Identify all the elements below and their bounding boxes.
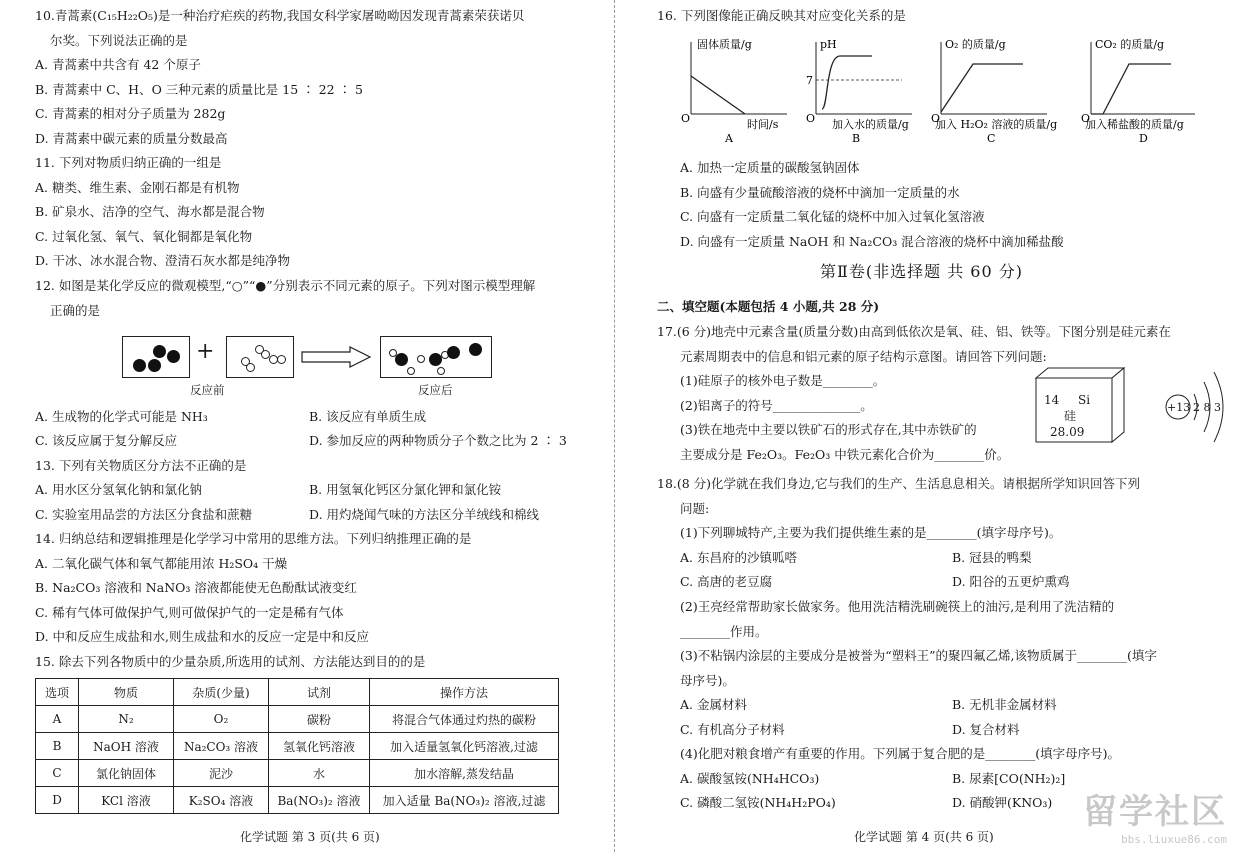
q14-option-c: C. 稀有气体可做保护气,则可做保护气的一定是稀有气体 xyxy=(35,605,344,620)
graph-b-origin: O xyxy=(806,112,816,125)
q18-3-option-a: A. 金属材料 xyxy=(680,697,747,712)
q13-option-c: C. 实验室用品尝的方法区分食盐和蔗糖 xyxy=(35,507,253,522)
graph-a-origin: O xyxy=(681,112,691,125)
q15-options-table xyxy=(35,678,559,814)
q11-option-c: C. 过氧化氢、氧气、氧化铜都是氧化物 xyxy=(35,229,253,244)
graph-c-xlabel: 加入 H₂O₂ 溶液的质量/g xyxy=(935,118,1058,131)
table-cell: B xyxy=(36,733,79,760)
table-header: 选项 xyxy=(36,679,79,706)
q11-option-d: D. 干冰、冰水混合物、澄清石灰水都是纯净物 xyxy=(35,253,291,268)
q17-line-1: 17.(6 分)地壳中元素含量(质量分数)由高到低依次是氧、硅、铝、铁等。下图分别是硅元素在 xyxy=(657,324,1171,339)
table-cell: O₂ xyxy=(174,706,269,733)
q18-4-option-c: C. 磷酸二氢铵(NH₄H₂PO₄) xyxy=(680,795,836,810)
product-box xyxy=(380,336,492,378)
graph-c-letter: C xyxy=(987,132,996,145)
graph-c-origin: O xyxy=(931,112,941,125)
table-cell: K₂SO₄ 溶液 xyxy=(174,787,269,814)
table-cell: Na₂CO₃ 溶液 xyxy=(174,733,269,760)
q15-stem: 15. 除去下列各物质中的少量杂质,所选用的试剂、方法能达到目的的是 xyxy=(35,654,426,669)
plus-sign: + xyxy=(196,339,215,364)
q12-option-b: B. 该反应有单质生成 xyxy=(309,409,427,424)
q10-option-b: B. 青蒿素中 C、H、O 三种元素的质量比是 15 ∶ 22 ∶ 5 xyxy=(35,82,363,97)
q16-option-c: C. 向盛有一定质量二氧化锰的烧杯中加入过氧化氢溶液 xyxy=(680,209,985,224)
page-footer-right: 化学试题 第 4 页(共 6 页) xyxy=(854,830,994,844)
reactant-box-2 xyxy=(226,336,294,378)
table-cell: 水 xyxy=(269,760,370,787)
q14-stem: 14. 归纳总结和逻辑推理是化学学习中常用的思维方法。下列归纳推理正确的是 xyxy=(35,531,472,546)
q10-option-a: A. 青蒿素中共含有 42 个原子 xyxy=(35,57,201,72)
table-row xyxy=(36,706,559,733)
table-cell: 将混合气体通过灼热的碳粉 xyxy=(370,706,559,733)
watermark-url: bbs.liuxue86.com xyxy=(1121,833,1227,846)
q18-1-option-b: B. 冠县的鸭梨 xyxy=(952,550,1032,565)
graph-a-ylabel: 固体质量/g xyxy=(697,38,752,51)
graph-b xyxy=(806,38,912,145)
q17-sub-3-cont: 主要成分是 Fe₂O₃。Fe₂O₃ 中铁元素化合价为________价。 xyxy=(680,447,1010,462)
graph-b-xlabel: 加入水的质量/g xyxy=(832,118,909,131)
q12-option-c: C. 该反应属于复分解反应 xyxy=(35,433,178,448)
table-row xyxy=(36,733,559,760)
table-header: 操作方法 xyxy=(370,679,559,706)
q18-3-option-b: B. 无机非金属材料 xyxy=(952,697,1057,712)
table-cell: 泥沙 xyxy=(174,760,269,787)
table-header: 杂质(少量) xyxy=(174,679,269,706)
graph-d-xlabel: 加入稀盐酸的质量/g xyxy=(1085,118,1184,131)
graph-d-origin: O xyxy=(1081,112,1091,125)
q11-option-b: B. 矿泉水、洁净的空气、海水都是混合物 xyxy=(35,204,265,219)
section-title: 第Ⅱ卷(非选择题 共 60 分) xyxy=(820,262,1023,281)
q10-option-d: D. 青蒿素中碳元素的质量分数最高 xyxy=(35,131,228,146)
table-cell: 加水溶解,蒸发结晶 xyxy=(370,760,559,787)
q18-3-option-d: D. 复合材料 xyxy=(952,722,1020,737)
graph-d xyxy=(1081,37,1195,145)
q11-option-a: A. 糖类、维生素、金刚石都是有机物 xyxy=(35,180,240,195)
reactant-box-1 xyxy=(122,336,190,378)
q13-option-a: A. 用水区分氢氧化钠和氯化钠 xyxy=(35,482,202,497)
q17-sub-3: (3)铁在地壳中主要以铁矿石的形式存在,其中赤铁矿的 xyxy=(680,422,977,437)
table-cell: C xyxy=(36,760,79,787)
q18-sub-4: (4)化肥对粮食增产有重要的作用。下列属于复合肥的是________(填字母序号)。 xyxy=(680,746,1120,761)
site-watermark xyxy=(1083,784,1227,846)
q12-line-1: 12. 如图是某化学反应的微观模型,“○”“●”分别表示不同元素的原子。下列对图示模型理解 xyxy=(35,278,536,293)
graph-c xyxy=(931,37,1057,145)
q18-1-option-a: A. 东昌府的沙镇呱嗒 xyxy=(680,550,797,565)
graph-b-letter: B xyxy=(852,132,861,145)
label-after: 反应后 xyxy=(418,383,453,397)
q18-4-option-a: A. 碳酸氢铵(NH₄HCO₃) xyxy=(680,771,820,786)
q18-sub-1: (1)下列聊城特产,主要为我们提供维生素的是________(填字母序号)。 xyxy=(680,525,1062,540)
q11-stem: 11. 下列对物质归纳正确的一组是 xyxy=(35,155,222,170)
q17-sub-1: (1)硅原子的核外电子数是________。 xyxy=(680,373,886,388)
table-cell: Ba(NO₃)₂ 溶液 xyxy=(269,787,370,814)
watermark-logo-text: 留学社区 xyxy=(1083,792,1227,832)
q12-option-d: D. 参加反应的两种物质分子个数之比为 2 ∶ 3 xyxy=(309,433,567,448)
q18-sub-2: (2)王亮经常帮助家长做家务。他用洗洁精洗刷碗筷上的油污,是利用了洗洁精的 xyxy=(680,599,1115,614)
element-symbol: Si xyxy=(1078,393,1091,407)
q17-sub-2: (2)铝离子的符号______________。 xyxy=(680,398,873,413)
graph-a-letter: A xyxy=(725,132,733,145)
graph-a-xlabel: 时间/s xyxy=(747,118,779,131)
label-before: 反应前 xyxy=(190,383,225,397)
table-cell: NaOH 溶液 xyxy=(79,733,174,760)
q18-sub-2-cont: ________作用。 xyxy=(680,624,768,639)
q18-4-option-b: B. 尿素[CO(NH₂)₂] xyxy=(952,771,1066,786)
atom-nucleus: +13 xyxy=(1167,401,1191,414)
table-cell: 加入适量氢氧化钙溶液,过滤 xyxy=(370,733,559,760)
part-heading: 二、填空题(本题包括 4 小题,共 28 分) xyxy=(657,299,880,314)
q12-line-2: 正确的是 xyxy=(50,303,101,318)
q13-option-d: D. 用灼烧闻气味的方法区分羊绒线和棉线 xyxy=(309,507,540,522)
q16-option-d: D. 向盛有一定质量 NaOH 和 Na₂CO₃ 混合溶液的烧杯中滴加稀盐酸 xyxy=(680,234,1064,249)
page-footer-left: 化学试题 第 3 页(共 6 页) xyxy=(240,830,380,844)
q14-option-a: A. 二氧化碳气体和氧气都能用浓 H₂SO₄ 干燥 xyxy=(35,556,288,571)
element-mass: 28.09 xyxy=(1050,425,1085,439)
q10-option-c: C. 青蒿素的相对分子质量为 282g xyxy=(35,106,226,121)
page-divider xyxy=(614,0,615,852)
q16-option-b: B. 向盛有少量硫酸溶液的烧杯中滴加一定质量的水 xyxy=(680,185,960,200)
graph-a xyxy=(681,37,787,145)
q18-line-2: 问题: xyxy=(680,501,710,516)
q18-sub-3-cont: 母序号)。 xyxy=(680,673,735,688)
q17-line-2: 元素周期表中的信息和铝元素的原子结构示意图。请回答下列问题: xyxy=(680,349,1047,364)
q16-option-a: A. 加热一定质量的碳酸氢钠固体 xyxy=(680,160,860,175)
table-cell: N₂ xyxy=(79,706,174,733)
q18-1-option-c: C. 高唐的老豆腐 xyxy=(680,574,773,589)
q13-stem: 13. 下列有关物质区分方法不正确的是 xyxy=(35,458,247,473)
table-header: 试剂 xyxy=(269,679,370,706)
q18-4-option-d: D. 硝酸钾(KNO₃) xyxy=(952,795,1053,810)
q12-option-a: A. 生成物的化学式可能是 NH₃ xyxy=(35,409,208,424)
table-header: 物质 xyxy=(79,679,174,706)
q13-option-b: B. 用氢氧化钙区分氯化钾和氯化铵 xyxy=(309,482,502,497)
graph-c-ylabel: O₂ 的质量/g xyxy=(945,38,1006,51)
q14-option-b: B. Na₂CO₃ 溶液和 NaNO₃ 溶液都能使无色酚酞试液变红 xyxy=(35,580,357,595)
q16-graphs xyxy=(677,34,1235,149)
table-cell: 碳粉 xyxy=(269,706,370,733)
table-header-row xyxy=(36,679,559,706)
graph-d-ylabel: CO₂ 的质量/g xyxy=(1095,38,1165,51)
table-cell: D xyxy=(36,787,79,814)
element-number: 14 xyxy=(1044,393,1060,407)
graph-b-mark: 7 xyxy=(806,74,813,87)
table-row xyxy=(36,787,559,814)
q18-1-option-d: D. 阳谷的五更炉熏鸡 xyxy=(952,574,1070,589)
graph-b-ylabel: pH xyxy=(820,38,837,51)
table-cell: 加入适量 Ba(NO₃)₂ 溶液,过滤 xyxy=(370,787,559,814)
q18-3-option-c: C. 有机高分子材料 xyxy=(680,722,785,737)
table-cell: 氯化钠固体 xyxy=(79,760,174,787)
table-cell: A xyxy=(36,706,79,733)
reaction-arrow xyxy=(300,346,372,368)
table-cell: 氢氧化钙溶液 xyxy=(269,733,370,760)
table-row xyxy=(36,760,559,787)
table-cell: KCl 溶液 xyxy=(79,787,174,814)
q14-option-d: D. 中和反应生成盐和水,则生成盐和水的反应一定是中和反应 xyxy=(35,629,369,644)
atom-shells: 2 8 3 xyxy=(1193,401,1221,414)
q16-stem: 16. 下列图像能正确反映其对应变化关系的是 xyxy=(657,8,906,23)
q10-line-1: 10.青蒿素(C₁₅H₂₂O₅)是一种治疗疟疾的药物,我国女科学家屠呦呦因发现青蒿素荣获诺贝 xyxy=(35,8,525,23)
q10-line-2: 尔奖。下列说法正确的是 xyxy=(50,33,188,48)
element-name: 硅 xyxy=(1064,409,1077,423)
graph-d-letter: D xyxy=(1139,132,1148,145)
q18-line-1: 18.(8 分)化学就在我们身边,它与我们的生产、生活息息相关。请根据所学知识回答下列 xyxy=(657,476,1141,491)
q18-sub-3: (3)不粘锅内涂层的主要成分是被誉为“塑料王”的聚四氟乙烯,该物质属于________(填字 xyxy=(680,648,1157,663)
